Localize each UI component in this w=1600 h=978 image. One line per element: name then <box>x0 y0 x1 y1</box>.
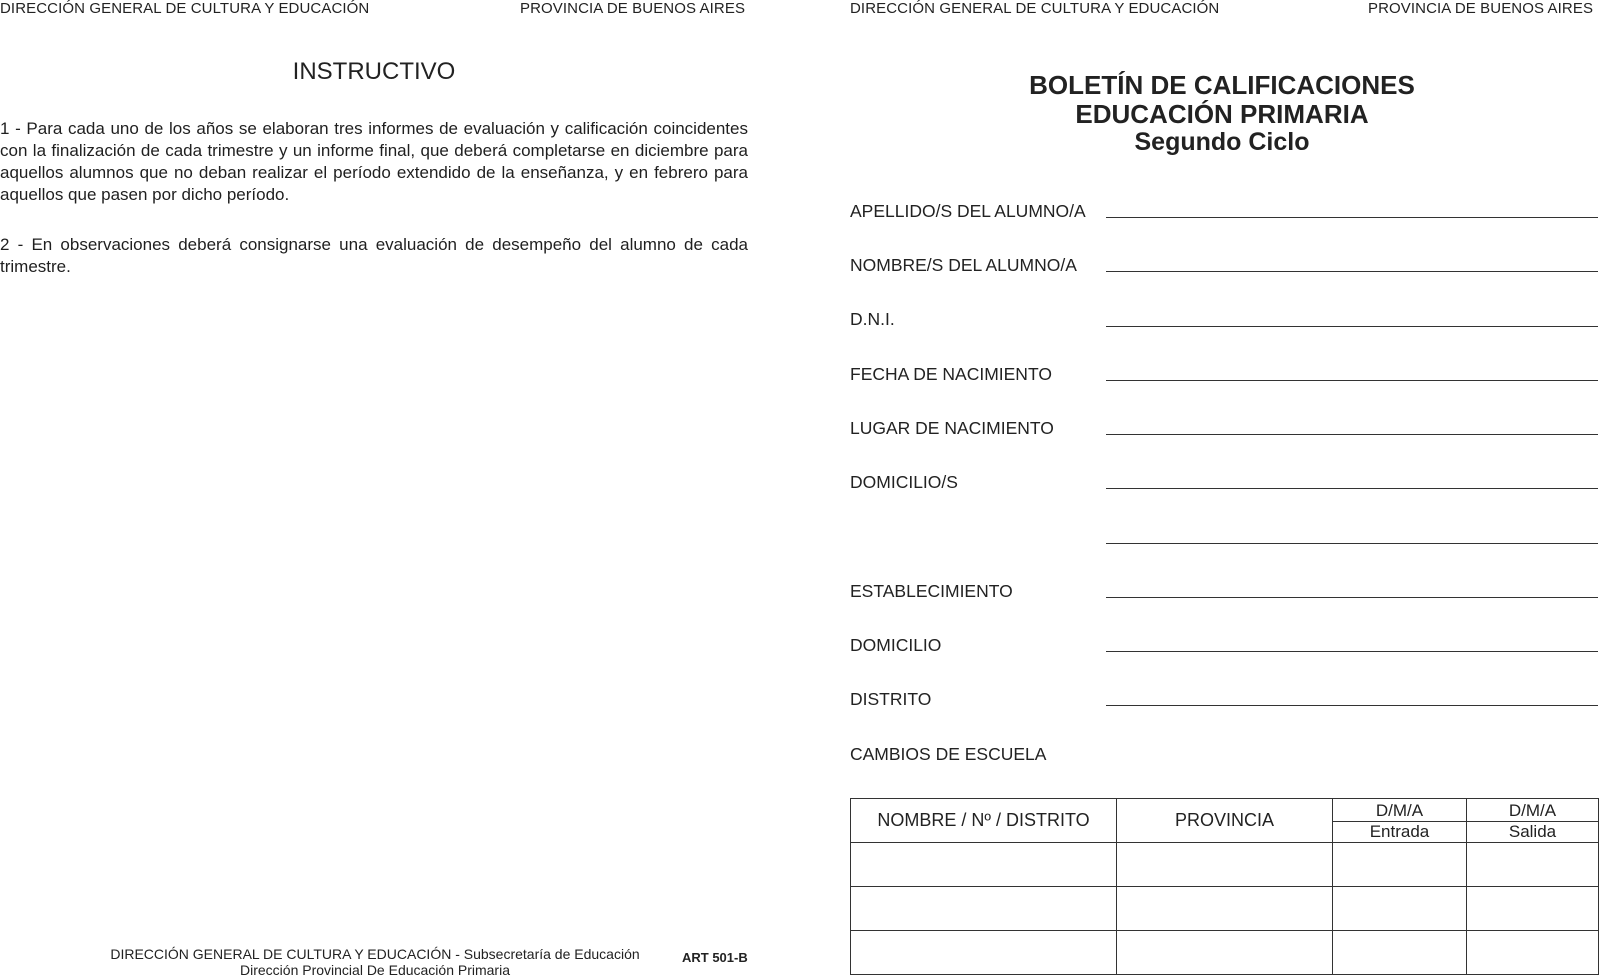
col-header-nombre: NOMBRE / Nº / DISTRITO <box>851 799 1117 843</box>
instructivo-item-2: 2 - En observaciones deberá consignarse una evaluación de desempeño del alumno de cada trimestre. <box>0 235 748 276</box>
instructivo-item-1: 1 - Para cada uno de los años se elaboran tres informes de evaluación y calificación coincidentes con la finalización de cada trimestre y un informe final, que deberá completarse en diciembre para aquellos alumnos que no deban realizar el período extendido de la enseñanza, y en febrero para aquellos que pasen por dicho período. <box>0 119 748 204</box>
right-header-org: DIRECCIÓN GENERAL DE CULTURA Y EDUCACIÓN <box>850 0 1220 17</box>
label-establecimiento: ESTABLECIMIENTO <box>850 581 1013 601</box>
col-header-salida-label: Salida <box>1508 821 1557 841</box>
col-header-entrada-date: D/M/A <box>1333 800 1466 822</box>
label-lugar-nacimiento: LUGAR DE NACIMIENTO <box>850 418 1054 438</box>
label-domicilios: DOMICILIO/S <box>850 472 958 492</box>
label-cambios-escuela: CAMBIOS DE ESCUELA <box>850 744 1047 764</box>
table-cell[interactable] <box>851 887 1117 931</box>
school-changes-table <box>850 798 1599 975</box>
input-line-fecha-nacimiento[interactable] <box>1106 380 1598 381</box>
footer-text <box>80 946 670 978</box>
input-line-domicilios-1[interactable] <box>1106 488 1598 489</box>
label-nombre: NOMBRE/S DEL ALUMNO/A <box>850 255 1077 275</box>
right-header-province: PROVINCIA DE BUENOS AIRES <box>1368 0 1594 17</box>
label-fecha-nacimiento: FECHA DE NACIMIENTO <box>850 364 1052 384</box>
table-cell[interactable] <box>1467 843 1599 887</box>
table-cell[interactable] <box>1117 887 1333 931</box>
table-cell[interactable] <box>1333 843 1467 887</box>
boletin-subtitle: EDUCACIÓN PRIMARIA <box>1075 99 1369 129</box>
label-dni: D.N.I. <box>850 309 895 329</box>
input-line-establecimiento[interactable] <box>1106 597 1598 598</box>
table-row <box>851 887 1599 931</box>
col-header-salida <box>1467 799 1599 843</box>
footer-line-2: Dirección Provincial De Educación Primaria <box>240 962 510 978</box>
table-cell[interactable] <box>1333 931 1467 975</box>
col-header-entrada-label: Entrada <box>1369 821 1430 841</box>
table-cell[interactable] <box>1467 887 1599 931</box>
table-row <box>851 931 1599 975</box>
label-domicilio: DOMICILIO <box>850 635 942 655</box>
input-line-distrito[interactable] <box>1106 705 1598 706</box>
col-header-salida-date: D/M/A <box>1467 800 1598 822</box>
table-row <box>851 843 1599 887</box>
label-distrito: DISTRITO <box>850 689 932 709</box>
col-header-provincia: PROVINCIA <box>1117 799 1333 843</box>
left-header-org: DIRECCIÓN GENERAL DE CULTURA Y EDUCACIÓN <box>0 0 370 17</box>
input-line-domicilio[interactable] <box>1106 651 1598 652</box>
input-line-lugar-nacimiento[interactable] <box>1106 434 1598 435</box>
boletin-title: BOLETÍN DE CALIFICACIONES <box>1029 70 1415 100</box>
input-line-dni[interactable] <box>1106 326 1598 327</box>
col-header-entrada <box>1333 799 1467 843</box>
input-line-apellido[interactable] <box>1106 217 1598 218</box>
table-cell[interactable] <box>1467 931 1599 975</box>
input-line-domicilios-2[interactable] <box>1106 543 1598 544</box>
footer-code: ART 501-B <box>682 950 748 965</box>
table-cell[interactable] <box>1333 887 1467 931</box>
table-cell[interactable] <box>1117 843 1333 887</box>
boletin-cycle: Segundo Ciclo <box>1134 128 1310 156</box>
input-line-nombre[interactable] <box>1106 271 1598 272</box>
footer-line-1: DIRECCIÓN GENERAL DE CULTURA Y EDUCACIÓN - Subsecretaría de Educación <box>110 946 640 962</box>
label-apellido: APELLIDO/S DEL ALUMNO/A <box>850 201 1086 221</box>
table-header-row <box>851 799 1599 843</box>
table-cell[interactable] <box>1117 931 1333 975</box>
left-header-province: PROVINCIA DE BUENOS AIRES <box>520 0 746 17</box>
instructivo-title: INSTRUCTIVO <box>292 58 456 85</box>
table-cell[interactable] <box>851 843 1117 887</box>
table-cell[interactable] <box>851 931 1117 975</box>
